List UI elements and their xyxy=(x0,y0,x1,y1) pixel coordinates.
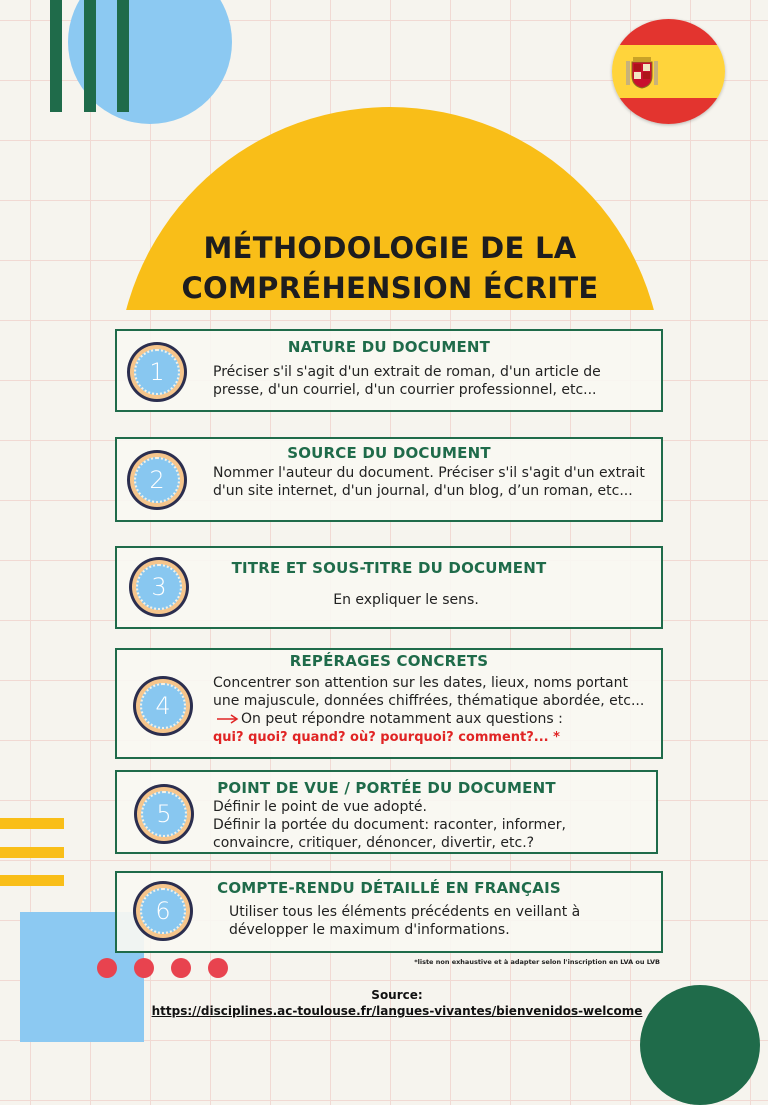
step-number: 3 xyxy=(136,564,182,610)
decorative-red-dot xyxy=(171,958,191,978)
step-description xyxy=(213,798,643,852)
step-number-badge xyxy=(133,676,193,736)
step-card-1 xyxy=(115,329,663,412)
step-number: 4 xyxy=(140,683,186,729)
decorative-green-bar xyxy=(117,0,129,112)
step-heading: TITRE ET SOUS-TITRE DU DOCUMENT xyxy=(231,559,547,577)
step-description-line-2: Définir la portée du document: raconter, informer, convaincre, critiquer, dénoncer, divertir, etc.? xyxy=(213,817,566,851)
step-description: En expliquer le sens. xyxy=(333,592,479,608)
decorative-green-bar xyxy=(50,0,62,112)
page-title-line-1: MÉTHODOLOGIE DE LA xyxy=(203,231,577,265)
step-number-badge xyxy=(134,784,194,844)
step-number: 2 xyxy=(134,457,180,503)
step-description-continued: On peut répondre notamment aux questions : xyxy=(241,711,563,727)
spain-flag-icon xyxy=(612,19,725,124)
step-number: 6 xyxy=(140,888,186,934)
step-heading: NATURE DU DOCUMENT xyxy=(287,338,491,356)
key-questions: qui? quoi? quand? où? pourquoi? comment?... * xyxy=(213,730,560,745)
step-heading: POINT DE VUE / PORTÉE DU DOCUMENT xyxy=(217,779,556,797)
step-heading: COMPTE-RENDU DÉTAILLÉ EN FRANÇAIS xyxy=(217,879,561,897)
decorative-red-dot xyxy=(134,958,154,978)
decorative-yellow-line xyxy=(0,847,64,858)
decorative-red-dot xyxy=(208,958,228,978)
step-description-main: Concentrer son attention sur les dates, lieux, noms portant une majuscule, données chiffrées, thématique abordée, etc... xyxy=(213,675,645,709)
source-label: Source: xyxy=(371,988,423,1002)
step-description: Nommer l'auteur du document. Préciser s'il s'agit d'un extrait d'un site internet, d'un journal, d'un blog, d’un roman, etc... xyxy=(213,465,645,499)
step-card-6 xyxy=(115,871,663,953)
right-arrow-icon xyxy=(217,714,239,724)
coat-of-arms-icon xyxy=(624,51,660,91)
step-number-badge xyxy=(127,342,187,402)
step-description xyxy=(213,674,653,747)
page-title-line-2: COMPRÉHENSION ÉCRITE xyxy=(181,271,599,305)
decorative-yellow-line xyxy=(0,875,64,886)
step-number: 1 xyxy=(134,349,180,395)
decorative-yellow-line xyxy=(0,818,64,829)
step-description: Utiliser tous les éléments précédents en veillant à développer le maximum d'informations. xyxy=(229,904,581,938)
page-title xyxy=(117,228,663,308)
decorative-red-dot xyxy=(97,958,117,978)
step-card-5 xyxy=(115,770,658,854)
step-number-badge xyxy=(127,450,187,510)
footnote: *liste non exhaustive et à adapter selon l'inscription en LVA ou LVB xyxy=(414,958,660,966)
step-description: Préciser s'il s'agit d'un extrait de roman, d'un article de presse, d'un courriel, d'un courrier professionnel, etc... xyxy=(213,364,601,398)
step-card-2 xyxy=(115,437,663,522)
step-card-4 xyxy=(115,648,663,759)
step-description-line-1: Définir le point de vue adopté. xyxy=(213,799,427,815)
step-heading: SOURCE DU DOCUMENT xyxy=(287,444,491,462)
step-number: 5 xyxy=(141,791,187,837)
decorative-green-bar xyxy=(84,0,96,112)
step-heading: REPÉRAGES CONCRETS xyxy=(289,652,489,670)
step-number-badge xyxy=(129,557,189,617)
step-card-3 xyxy=(115,546,663,629)
source-link[interactable]: https://disciplines.ac-toulouse.fr/langues-vivantes/bienvenidos-welcome xyxy=(151,1004,643,1018)
step-number-badge xyxy=(133,881,193,941)
decorative-green-circle xyxy=(640,985,760,1105)
